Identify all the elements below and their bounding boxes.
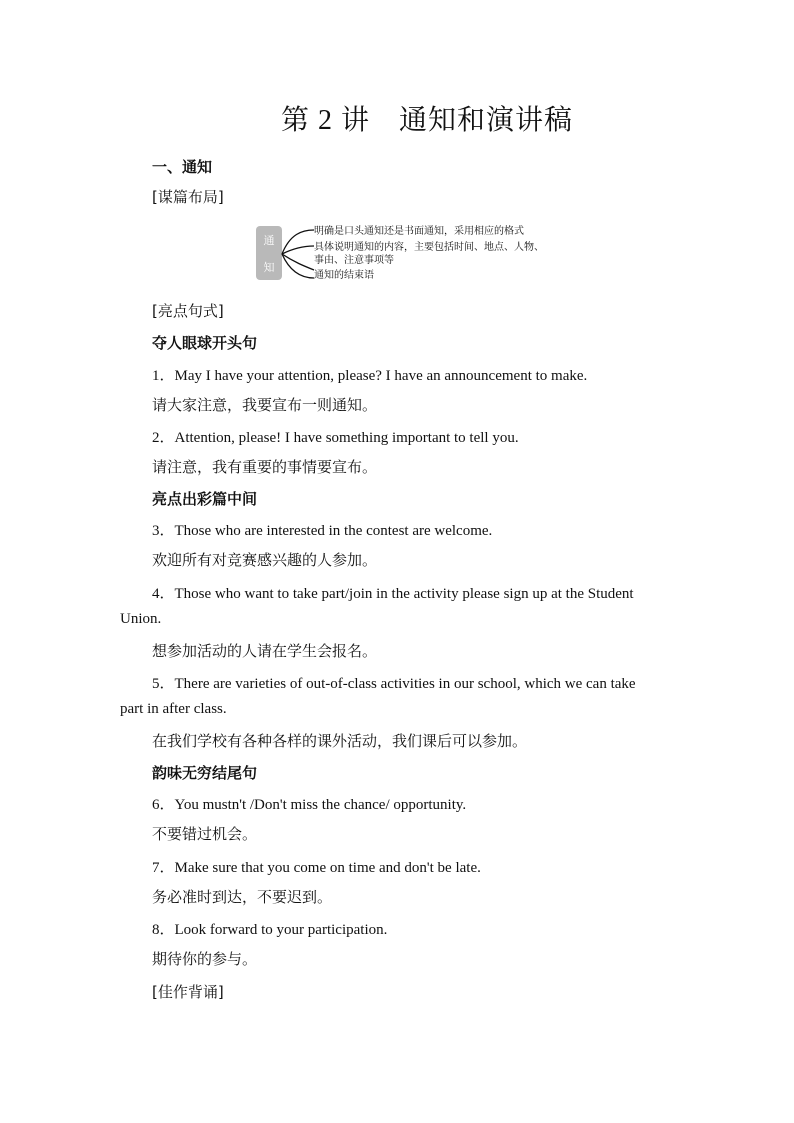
- recite-label: [佳作背诵]: [152, 983, 224, 1001]
- sentence-4-en-line2: Union.: [120, 611, 162, 627]
- page-title: 第 2 讲 通知和演讲稿: [280, 105, 573, 136]
- section-heading-notice: 一、通知: [152, 158, 213, 176]
- subheading-ending: 韵味无穷结尾句: [152, 764, 258, 782]
- subheading-opening: 夺人眼球开头句: [152, 334, 258, 352]
- sentence-8-en: 8．Look forward to your participation.: [152, 922, 388, 938]
- sentence-7-en: 7．Make sure that you come on time and don't be late.: [152, 860, 481, 876]
- sentence-6-en: 6．You mustn't /Don't miss the chance/ opportunity.: [152, 797, 467, 813]
- sentence-4-zh: 想参加活动的人请在学生会报名。: [152, 642, 378, 660]
- sentence-1-en: 1．May I have your attention, please? I have an announcement to make.: [152, 368, 588, 384]
- diagram-box: [256, 226, 282, 280]
- sentence-2-zh: 请注意，我有重要的事情要宣布。: [152, 458, 378, 476]
- sentence-3-zh: 欢迎所有对竞赛感兴趣的人参加。: [152, 551, 378, 569]
- diagram-brace: [280, 226, 316, 282]
- sentence-5-zh: 在我们学校有各种各样的课外活动，我们课后可以参加。: [152, 732, 528, 750]
- diagram-line-1: 明确是口头通知还是书面通知，采用相应的格式: [314, 226, 524, 237]
- sentence-6-zh: 不要错过机会。: [152, 825, 258, 843]
- sentence-3-en: 3．Those who are interested in the contest are welcome.: [152, 523, 493, 539]
- sentence-4-en-line1: 4．Those who want to take part/join in the activity please sign up at the Student: [152, 586, 634, 602]
- sentence-7-zh: 务必准时到达，不要迟到。: [152, 888, 333, 906]
- diagram-line-4: 通知的结束语: [314, 270, 374, 281]
- diagram-line-3: 事由、注意事项等: [314, 255, 394, 266]
- sentence-2-en: 2．Attention, please! I have something important to tell you.: [152, 430, 519, 446]
- sentence-1-zh: 请大家注意，我要宣布一则通知。: [152, 396, 378, 414]
- sentence-8-zh: 期待你的参与。: [152, 950, 258, 968]
- plan-label: [谋篇布局]: [152, 188, 224, 206]
- notice-structure-diagram: [256, 222, 556, 282]
- sentence-5-en-line2: part in after class.: [120, 701, 227, 717]
- diagram-line-2: 具体说明通知的内容，主要包括时间、地点、人物、: [314, 242, 544, 253]
- diagram-box-char-1: 通: [263, 233, 275, 247]
- phrases-label: [亮点句式]: [152, 302, 224, 320]
- sentence-5-en-line1: 5．There are varieties of out-of-class activities in our school, which we can take: [152, 676, 636, 692]
- subheading-middle: 亮点出彩篇中间: [152, 490, 258, 508]
- diagram-box-char-2: 知: [263, 260, 275, 274]
